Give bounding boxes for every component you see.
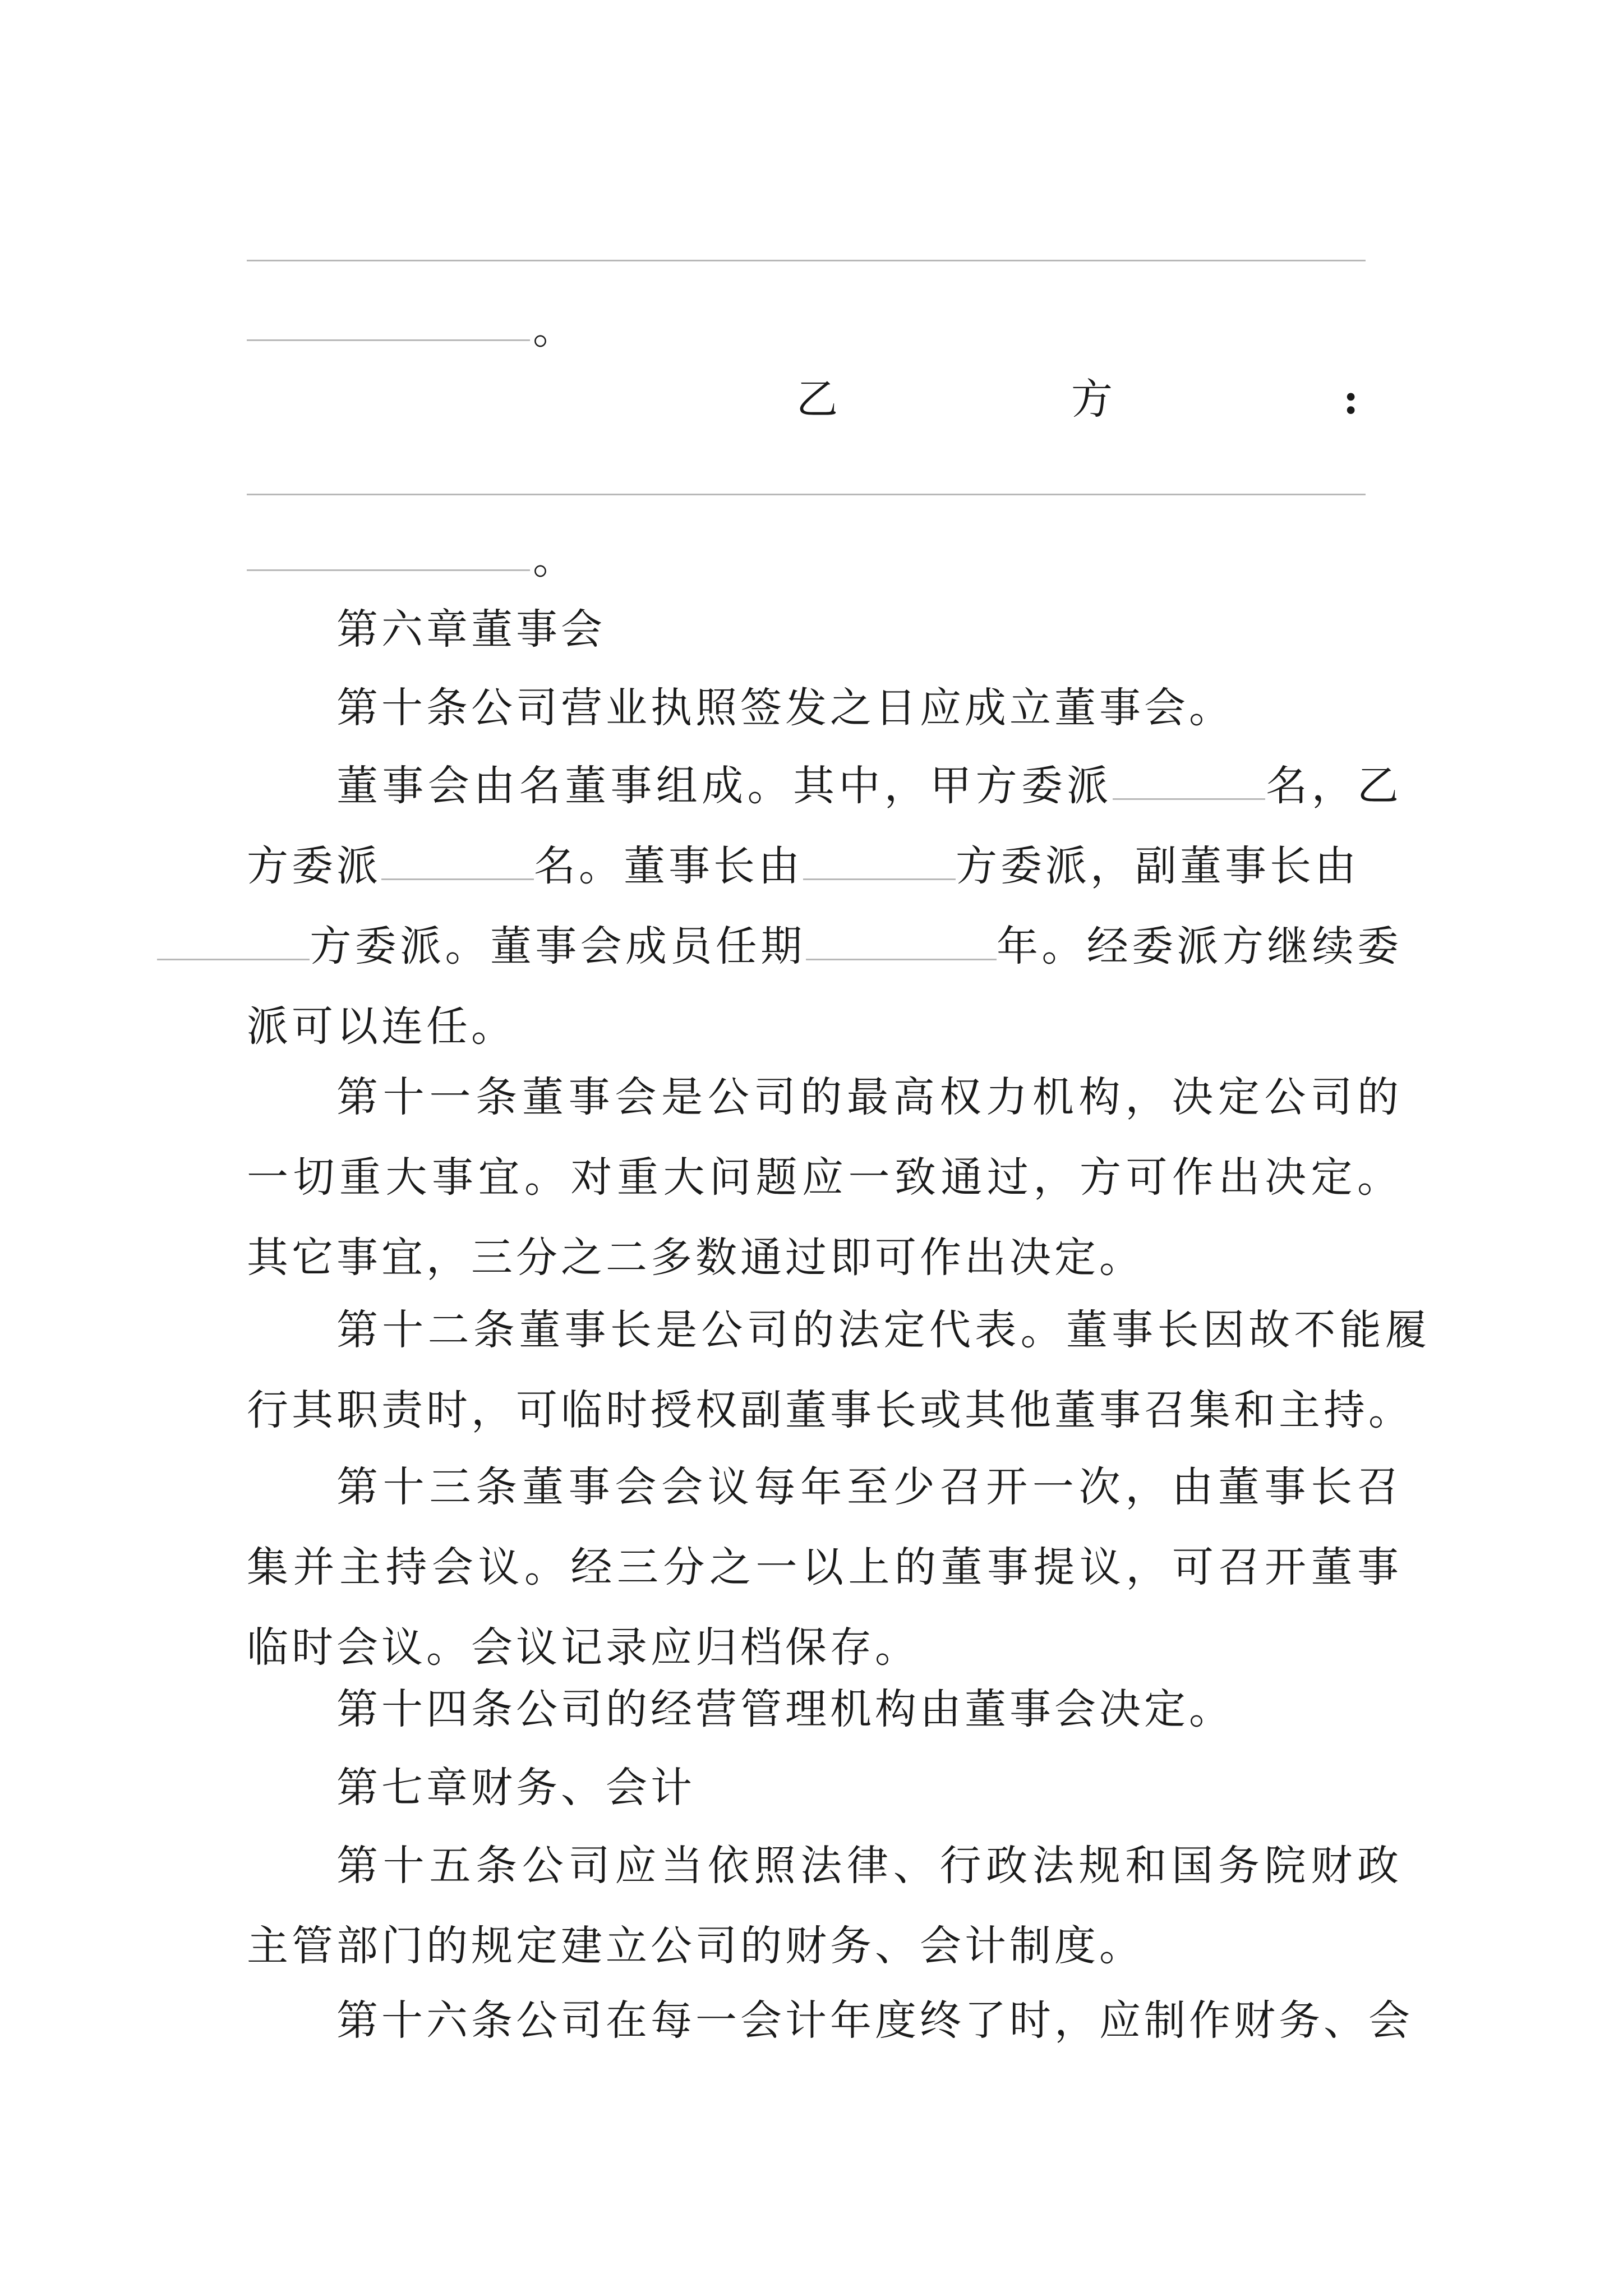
party-b-char-2: 方 [1071, 375, 1113, 424]
article-15: 第十五条公司应当依照法律、行政法规和国务院财政主管部门的规定建立公司的财务、会计制度。 [247, 1842, 1402, 1970]
blank-field [157, 925, 310, 960]
article-12: 第十二条董事长是公司的法定代表。董事长因故不能履行其职责时，可临时授权副董事长或其他董事召集和主持。 [247, 1306, 1430, 1434]
fill-line [247, 339, 530, 341]
fill-line [247, 494, 1366, 495]
article-16: 第十六条公司在每一会计年度终了时，应制作财务、会 [336, 1996, 1413, 2045]
chapter-7-heading: 第七章财务、会计 [336, 1764, 695, 1812]
party-b-char-1: 乙 [796, 375, 838, 424]
board-text-3: 名。董事长由 [534, 842, 803, 890]
blank-field [806, 925, 997, 960]
fill-period: 。 [533, 535, 574, 583]
board-text-6: 年。经委派方继续委派可以连任。 [247, 922, 1403, 1051]
fill-line [247, 260, 1366, 261]
fill-line [247, 569, 530, 571]
party-b-colon: : [1343, 375, 1359, 424]
board-text-4: 方委派，副董事长由 [956, 842, 1359, 890]
blank-field [381, 845, 534, 880]
board-text-2: 名，乙方委派 [247, 762, 1403, 890]
board-text-5: 方委派。董事会成员任期 [310, 922, 806, 970]
board-composition-paragraph [247, 746, 1402, 1067]
article-14: 第十四条公司的经营管理机构由董事会决定。 [336, 1685, 1234, 1733]
article-10: 第十条公司营业执照签发之日应成立董事会。 [336, 684, 1234, 732]
article-11: 第十一条董事会是公司的最高权力机构，决定公司的一切重大事宜。对重大问题应一致通过，方可作出决定。其它事宜，三分之二多数通过即可作出决定。 [247, 1073, 1402, 1282]
article-13: 第十三条董事会会议每年至少召开一次，由董事长召集并主持会议。经三分之一以上的董事提议，可召开董事临时会议。会议记录应归档保存。 [247, 1463, 1402, 1672]
board-text-1: 董事会由名董事组成。其中，甲方委派 [336, 762, 1113, 810]
blank-field [1113, 765, 1265, 800]
fill-period: 。 [533, 305, 574, 353]
chapter-6-heading: 第六章董事会 [336, 605, 606, 654]
blank-field [803, 845, 956, 880]
